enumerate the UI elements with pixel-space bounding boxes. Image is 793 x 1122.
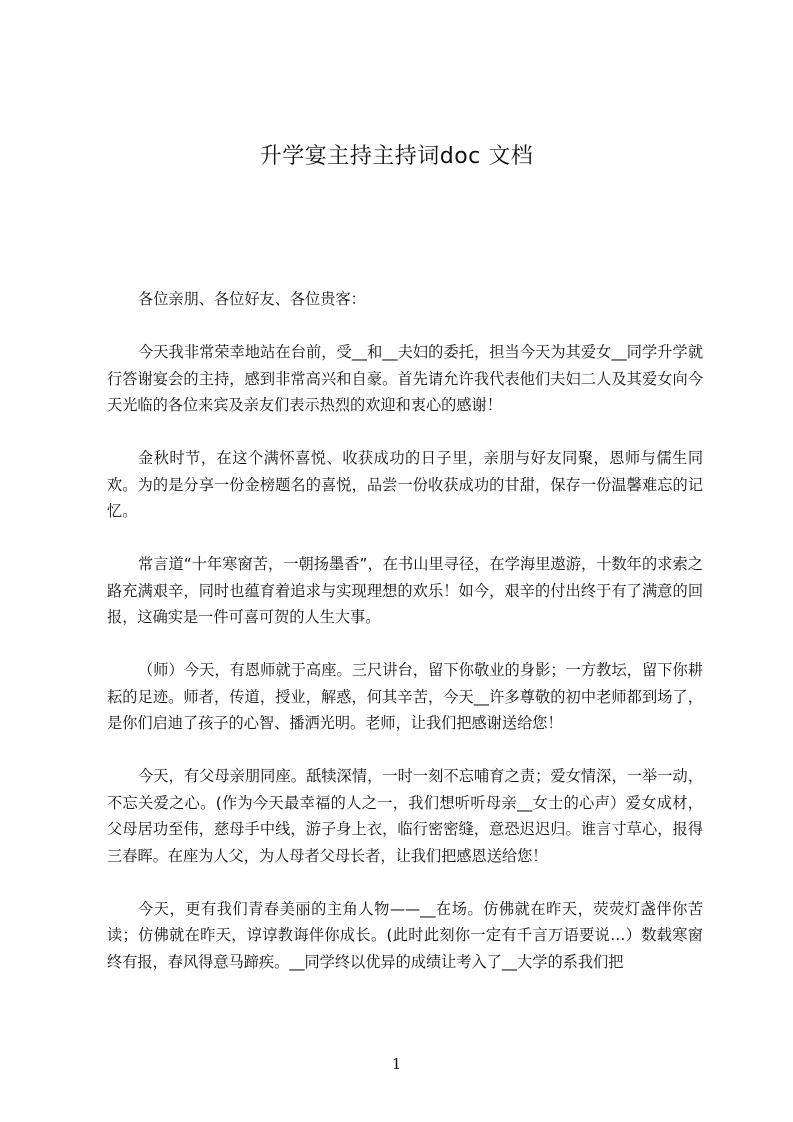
paragraph-parents: 今天，有父母亲朋同座。舐犊深情，一时一刻不忘哺育之责；爱女情深，一举一动，不忘关爱之心。(作为今天最幸福的人之一，我们想听听母亲__女士的心声）爱女成材，父母居功至伟，慈母手中线，游子身上衣，临行密密缝，意恐迟迟归。谁言寸草心，报得三春晖。在座为人父，为人母者父母长者，让我们把感恩送给您！ [107, 767, 703, 865]
paragraph-autumn: 金秋时节，在这个满怀喜悦、收获成功的日子里，亲朋与好友同聚，恩师与儒生同欢。为的是分享一份金榜题名的喜悦，品尝一份收获成功的甘甜，保存一份温馨难忘的记忆。 [107, 449, 703, 520]
paragraph-teachers: （师）今天，有恩师就于高座。三尺讲台，留下你敬业的身影；一方教坛，留下你耕耘的足迹。师者，传道，授业，解惑，何其辛苦，今天__许多尊敬的初中老师都到场了，是你们启迪了孩子的心智、播洒光明。老师，让我们把感谢送给您！ [107, 661, 703, 732]
document-title: 升学宴主持主持词doc 文档 [259, 144, 534, 169]
paragraph-study: 常言道“十年寒窗苦，一朝扬墨香”，在书山里寻径，在学海里遨游，十数年的求索之路充满艰辛，同时也蕴育着追求与实现理想的欢乐！如今，艰辛的付出终于有了满意的回报，这确实是一件可喜可贺的人生大事。 [107, 555, 703, 626]
paragraph-graduate: 今天，更有我们青春美丽的主角人物——__在场。仿佛就在昨天，荧荧灯盏伴你苦读；仿佛就在昨天，谆谆教诲伴你成长。(此时此刻你一定有千言万语要说…）数载寒窗终有报，春风得意马蹄疾。__同学终以优异的成绩让考入了__大学的系我们把 [107, 899, 703, 971]
document-body [107, 286, 703, 1002]
greeting: 各位亲朋、各位好友、各位贵客： [138, 290, 366, 308]
paragraph-welcome: 今天我非常荣幸地站在台前，受__和__夫妇的委托，担当今天为其爱女__同学升学就行答谢宴会的主持，感到非常高兴和自豪。首先请允许我代表他们夫妇二人及其爱女向今天光临的各位来宾及亲友们表示热烈的欢迎和衷心的感谢！ [107, 343, 703, 414]
page-number: 1 [391, 1055, 402, 1073]
